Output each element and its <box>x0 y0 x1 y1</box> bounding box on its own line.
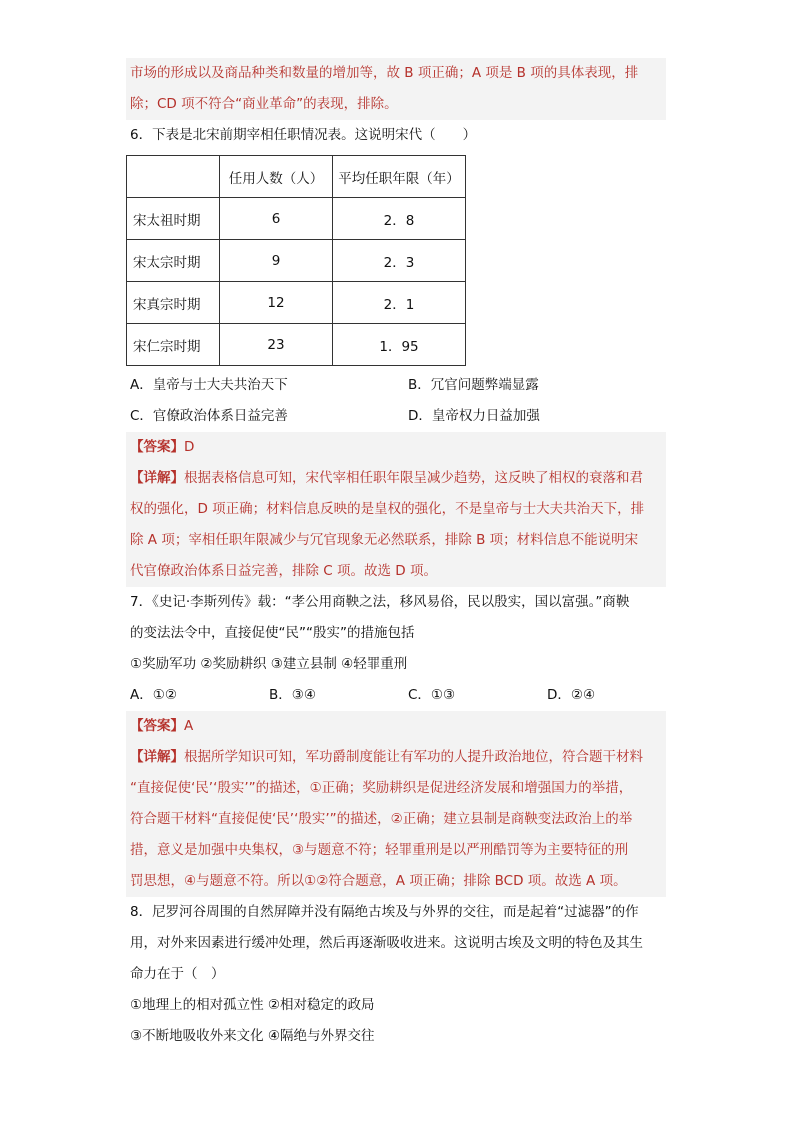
detail-line: 符合题干材料“直接促使‘民’‘殷实’”的描述，②正确；建立县制是商鞅变法政治上的举 <box>130 811 633 827</box>
answer-line <box>130 711 662 742</box>
table-cell: 2．1 <box>333 282 466 324</box>
question-6-stem: 6．下表是北宋前期宰相任职情况表。这说明宋代（ ） <box>130 127 477 143</box>
table-cell: 2．3 <box>333 240 466 282</box>
premier-tenure-table <box>126 155 466 366</box>
detail-line: 罚思想，④与题意不符。所以①②符合题意，A 项正确；排除 BCD 项。故选 A 项。 <box>130 873 627 889</box>
detail-line <box>130 742 662 773</box>
table-cell <box>127 156 220 198</box>
table-header-row <box>127 156 466 198</box>
table-header-cell: 平均任职年限（年） <box>333 156 466 198</box>
question-8-stem-line: 8．尼罗河谷周围的自然屏障并没有隔绝古埃及与外界的交往，而是起着“过滤器”的作 <box>130 904 639 920</box>
question-8-stem-line: 用，对外来因素进行缓冲处理，然后再逐渐吸收进来。这说明古埃及文明的特色及其生 <box>130 935 643 951</box>
option-d: D．②④ <box>547 687 596 703</box>
answer-tag: 【答案】 <box>130 718 184 734</box>
table-cell: 宋真宗时期 <box>127 282 220 324</box>
detail-line: “直接促使‘民’‘殷实’”的描述，①正确；奖励耕织是促进经济发展和增强国力的举措， <box>130 780 633 796</box>
answer-tag: 【答案】 <box>130 439 184 455</box>
question-8-stem-line: 命力在于（ ） <box>130 966 225 982</box>
option-a: A．①② <box>130 687 177 703</box>
table-cell: 宋太祖时期 <box>127 198 220 240</box>
question-7-choices: ①奖励军功 ②奖励耕织 ③建立县制 ④轻罪重刑 <box>130 656 408 672</box>
question-6-options-row-1 <box>130 370 662 401</box>
document-page <box>130 58 662 1052</box>
option-c: C．官僚政治体系日益完善 <box>130 408 288 424</box>
answer-line <box>130 432 662 463</box>
detail-line: 除 A 项；宰相任职年限减少与冗官现象无必然联系，排除 B 项；材料信息不能说明宋 <box>130 532 639 548</box>
table-cell: 宋太宗时期 <box>127 240 220 282</box>
table-cell: 宋仁宗时期 <box>127 324 220 366</box>
table-cell: 9 <box>220 240 333 282</box>
detail-tag: 【详解】 <box>130 470 184 486</box>
table-cell: 12 <box>220 282 333 324</box>
answer-value: D <box>184 439 195 455</box>
option-c: C．①③ <box>408 687 456 703</box>
detail-tag: 【详解】 <box>130 749 184 765</box>
question-7-options <box>130 680 662 711</box>
option-b: B．冗官问题弊端显露 <box>408 377 539 393</box>
question-8-choices: ①地理上的相对孤立性 ②相对稳定的政局 <box>130 997 375 1013</box>
question-6-options-row-2 <box>130 401 662 432</box>
question-7-stem-line: 7．《史记·李斯列传》载：“孝公用商鞅之法，移风易俗，民以殷实，国以富强。”商鞅 <box>130 594 630 610</box>
text-line: 市场的形成以及商品种类和数量的增加等，故 B 项正确；A 项是 B 项的具体表现，排 <box>130 65 639 81</box>
table-cell: 6 <box>220 198 333 240</box>
text-line: 除；CD 项不符合“商业革命”的表现，排除。 <box>130 96 398 112</box>
table-row <box>127 324 466 366</box>
table-row <box>127 198 466 240</box>
detail-line <box>130 463 662 494</box>
question-7-stem-line: 的变法法令中，直接促使“民”“殷实”的措施包括 <box>130 625 415 641</box>
detail-line: 代官僚政治体系日益完善，排除 C 项。故选 D 项。 <box>130 563 437 579</box>
option-a: A．皇帝与士大夫共治天下 <box>130 377 288 393</box>
question-7-answer-block <box>126 711 666 897</box>
detail-line: 措，意义是加强中央集权，③与题意不符；轻罪重刑是以严刑酷罚等为主要特征的刑 <box>130 842 629 858</box>
option-b: B．③④ <box>269 687 316 703</box>
prev-answer-block <box>126 58 666 120</box>
table-cell: 23 <box>220 324 333 366</box>
table-cell: 1．95 <box>333 324 466 366</box>
question-6-answer-block <box>126 432 666 587</box>
table-header-cell: 任用人数（人） <box>220 156 333 198</box>
table-row <box>127 240 466 282</box>
table-row <box>127 282 466 324</box>
detail-line: 权的强化，D 项正确；材料信息反映的是皇权的强化，不是皇帝与士大夫共治天下，排 <box>130 501 645 517</box>
table-cell: 2．8 <box>333 198 466 240</box>
question-8-choices: ③不断地吸收外来文化 ④隔绝与外界交往 <box>130 1028 375 1044</box>
answer-value: A <box>184 718 194 734</box>
option-d: D．皇帝权力日益加强 <box>408 408 540 424</box>
detail-text: 根据表格信息可知，宋代宰相任职年限呈减少趋势，这反映了相权的衰落和君 <box>184 470 643 486</box>
detail-text: 根据所学知识可知，军功爵制度能让有军功的人提升政治地位，符合题干材料 <box>184 749 643 765</box>
